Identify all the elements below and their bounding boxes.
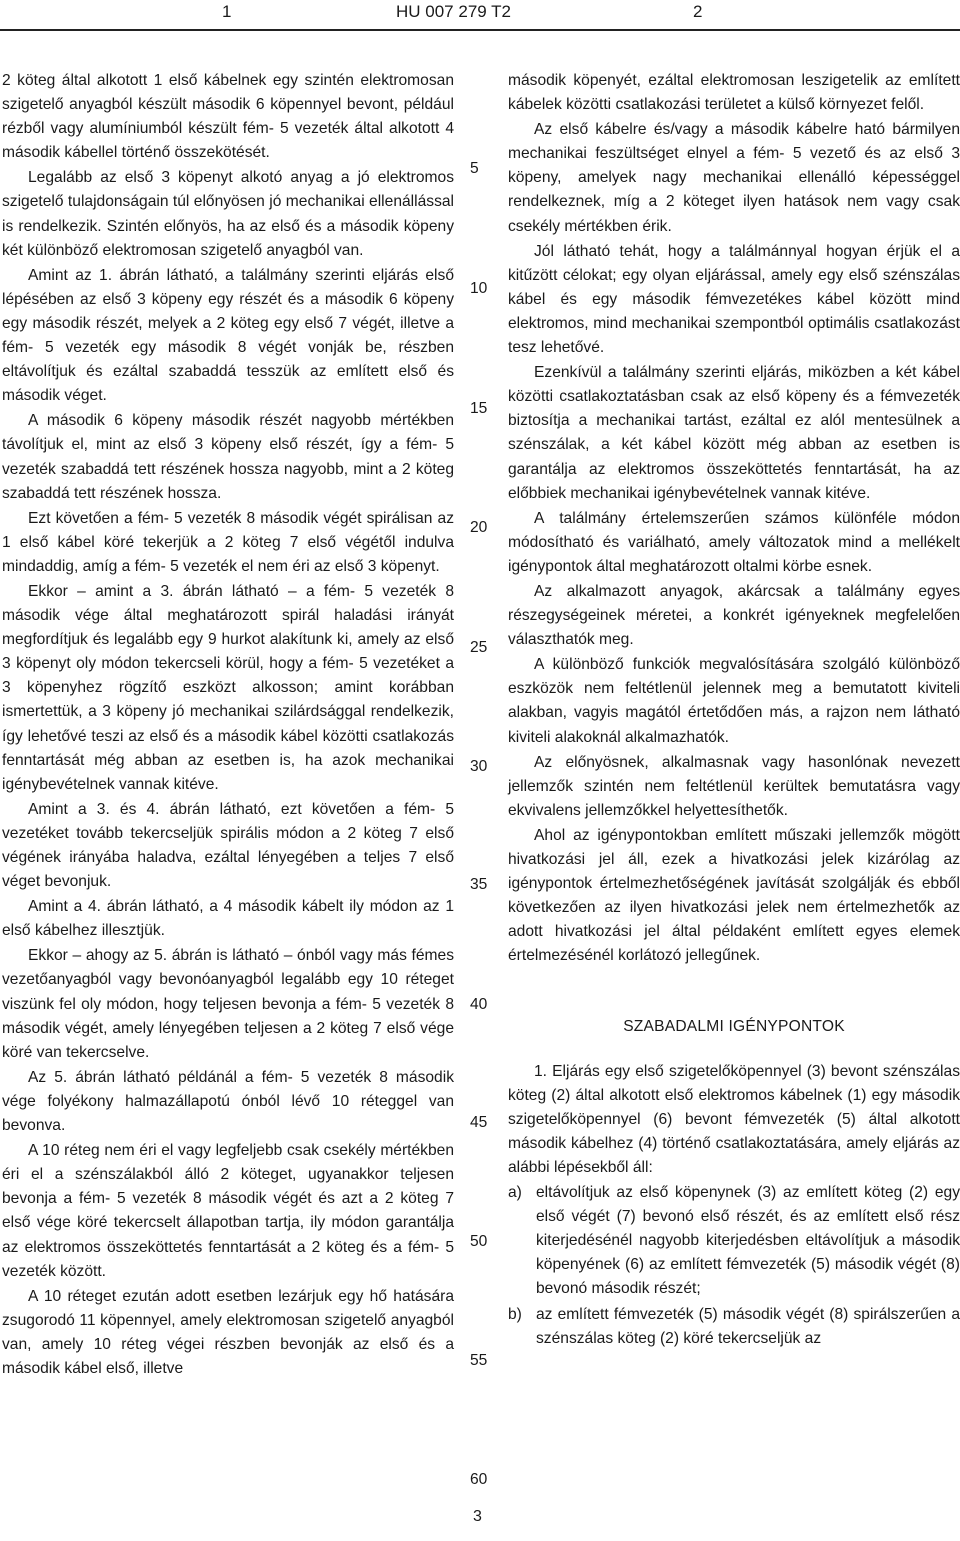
paragraph: Ekkor – ahogy az 5. ábrán is látható – ónból vagy más fémes vezetőanyagból vagy bevonóanyagból legalább egy 10 réteget viszünk fel oly módon, hogy teljesen bevonja a fém- 5 vezeték 8 második végét, amely lényegében teljesen a 2 köteg 7 első vége köré van tekercselve. <box>2 947 454 1061</box>
paragraph: Az 5. ábrán látható példánál a fém- 5 vezeték 8 második vége folyékony halmazállapotú ónból lévő 10 réteggel van bevonva. <box>2 1068 454 1135</box>
claims-heading: SZABADALMI IGÉNYPONTOK <box>623 1018 845 1036</box>
claim-step-text: eltávolítjuk az első köpenynek (3) az említett köteg (2) egy első végét (7) bevonó első részét, és az említett első rész kiterjedésénél nagyobb kiterjedésben eltávolítjuk a második köpenyének (6) az említett fémvezeték (5) második végét (8) bevonó második részét; <box>536 1184 960 1298</box>
line-number: 50 <box>470 1233 488 1250</box>
line-number: 35 <box>470 876 488 893</box>
line-number: 55 <box>470 1352 488 1369</box>
claim-step <box>508 1303 960 1351</box>
paragraph: Az előnyösnek, alkalmasnak vagy hasonlónak nevezett jellemzők szintén nem feltétlenül kerültek bemutatásra vagy ekvivalens jellemzőkkel helyettesíthetők. <box>508 753 960 819</box>
claim-step-text: az említett fémvezeték (5) második végét (8) spirálszerűen a szénszálas köteg (2) köré tekercseljük az <box>536 1305 960 1347</box>
claim-step-label: b) <box>508 1305 522 1323</box>
paragraph: A második 6 köpeny második részét nagyobb mértékben távolítjuk el, mint az első 3 köpeny első részét, így a fém- 5 vezeték szabaddá tett részének hossza nagyobb, mint a 2 köteg szabaddá tett részének hossza. <box>2 412 454 502</box>
paragraph: Ekkor – amint a 3. ábrán látható – a fém- 5 vezeték 8 második vége által meghatározott spirál haladási irányát megfordítjuk és legalább egy 9 hurkot alakítunk ki, amely az első 3 köpenyt oly módon tekercseli körül, hogy a fém- 5 vezetéket a 3 köpenyhez rögzítő eszközt alkosson; amint korábban ismertettük, a 3 köpeny jó mechanikai szilárdsággal rendelkezik, így lehetővé teszi az első és a második kábel közötti csatlakozás fenntartását még abban az esetben is, ha azok mechanikai igénybevételnek vannak kitéve. <box>2 582 454 793</box>
claim-step-label: a) <box>508 1184 522 1202</box>
line-number: 20 <box>470 519 488 536</box>
line-number: 5 <box>470 160 479 177</box>
paragraph: Az első kábelre és/vagy a második kábelre ható bármilyen mechanikai feszültséget elnyel a fém- 5 vezető és az első 3 köpeny, amelyek nagy mechanikai ellenálló képességgel rendelkeznek, míg a 2 köteget ilyen hatások nem vagy csak csekély mértékben érik. <box>508 121 960 235</box>
paragraph: A találmány értelemszerűen számos különféle módon módosítható és variálható, amely változatok mind a mellékelt igénypontok által meghatározott oltalmi körbe esnek. <box>508 509 960 575</box>
paragraph: Ahol az igénypontokban említett műszaki jellemzők mögött hivatkozási jel áll, ezek a hivatkozási jelek kizárólag az igénypontok értelmezhetőségének javítását szolgálják és ebből következően az ilyen hivatkozási jelek nem értelmezhetők az adott hivatkozási jel által példaként említett egyes elemek értelmezésénél korlátozó jellegűnek. <box>508 826 960 965</box>
paragraph: Ezenkívül a találmány szerinti eljárás, miközben a két kábel közötti csatlakoztatásban csak az első köpeny és a fémvezeték biztosítja a mechanikai tartást, ezáltal ez alól mentesülnek a szénszálak, a két kábel között még abban az esetben is garantálja az elektromos összeköttetés fenntartását, ha az előbbiek mechanikai igénybevételnek vannak kitéve. <box>508 364 960 502</box>
paragraph: 2 köteg által alkotott 1 első kábelnek egy szintén elektromosan szigetelő anyagból készült második 6 köpennyel bevont, például rézből vagy alumíniumból készült fém- 5 vezeték által alkotott 4 második kábellel történő összekötését. <box>2 72 454 162</box>
paragraph: Jól látható tehát, hogy a találmánnyal hogyan érjük el a kitűzött célokat; egy olyan eljárással, amely egy első szénszálas kábel és egy második fémvezetékes kábel között mind elektromos, mind mechanikai szempontból optimális csatlakozást tesz lehetővé. <box>508 242 960 357</box>
paragraph: Ezt követően a fém- 5 vezeték 8 második végét spirálisan az 1 első kábel köré tekerjük a 2 köteg 7 első végétől indulva mindaddig, amíg a fém- 5 vezeték el nem éri az első 3 köpenyt. <box>2 509 454 575</box>
paragraph: Amint az 1. ábrán látható, a találmány szerinti eljárás első lépésében az első 3 köpeny egy részét és a második 6 köpeny egy második részét, melyek a 2 köteg egy első 7 végét, illetve a fém- 5 vezeték egy második 8 végét vonják be, részben eltávolítjuk és ezáltal szabaddá tesszük az említett első és második véget. <box>2 266 454 405</box>
line-number: 60 <box>470 1471 488 1488</box>
paragraph: Amint a 4. ábrán látható, a 4 második kábelt ily módon az 1 első kábelhez illesztjük. <box>2 898 454 940</box>
left-column <box>2 69 454 1382</box>
page-number-left: 1 <box>222 2 232 21</box>
line-number: 45 <box>470 1114 488 1131</box>
claim-step <box>508 1181 960 1301</box>
line-number: 15 <box>470 400 488 417</box>
paragraph: Amint a 3. és 4. ábrán látható, ezt követően a fém- 5 vezetéket tovább tekercseljük spirális módon a 2 köteg 7 első végének irányába haladva, ezáltal lényegében a teljes 7 első véget bevonjuk. <box>2 800 454 891</box>
paragraph: Az alkalmazott anyagok, akárcsak a találmány egyes részegységeinek méretei, a konkrét igényeknek megfelelően választhatók meg. <box>508 582 960 649</box>
patent-number: HU 007 279 T2 <box>396 2 511 21</box>
paragraph: második köpenyét, ezáltal elektromosan leszigetelik az említett kábelek közötti csatlakozási területet a külső környezet felől. <box>508 72 960 114</box>
line-number: 10 <box>470 280 488 297</box>
right-column <box>508 69 960 1352</box>
line-number: 25 <box>470 639 488 656</box>
paragraph: A 10 réteget ezután adott esetben lezárjuk egy hő hatására zsugorodó 11 köpennyel, amely elektromosan szigetelő anyagból van, amely 10 réteg végei részben bevonják az első és a második kábel első, illetve <box>2 1287 454 1377</box>
line-number: 30 <box>470 758 488 775</box>
paragraph: A különböző funkciók megvalósítására szolgáló különböző eszközök nem feltétlenül jelennek meg a bemutatott kiviteli alakban, vagyis magától értetődően más, a rajzon nem látható kiviteli alakoknál alkalmazhatók. <box>508 656 960 746</box>
paragraph: A 10 réteg nem éri el vagy legfeljebb csak csekély mértékben éri el a szénszálakból álló 2 köteget, ugyanakkor teljesen bevonja a fém- 5 vezeték 8 második végét és azt a 2 köteg 7 első vége köré tekercselt állapotban tartja, ily módon garantálja az elektromos összeköttetés fenntartását a 2 köteg és a fém- 5 vezeték között. <box>2 1142 454 1280</box>
line-number: 40 <box>470 996 488 1013</box>
claim-1-intro: 1. Eljárás egy első szigetelőköpennyel (3) bevont szénszálas köteg (2) által alkotott első elektromos kábelnek (1) egy második szigetelőköpennyel (6) bevont fémvezeték (5) által alkotott második kábelhez (4) történő csatlakoztatására, amely eljárás az alábbi lépésekből áll: <box>508 1062 960 1176</box>
paragraph: Legalább az első 3 köpenyt alkotó anyag a jó elektromos szigetelő tulajdonságain túl előnyösen jó mechanikai ellenállással is rendelkezik. Szintén előnyös, ha az első és a második köpeny két különböző elektromosan szigetelő anyagból van. <box>2 169 454 259</box>
header-rule <box>0 29 960 31</box>
page-footer-number: 3 <box>473 1508 482 1525</box>
page-number-right: 2 <box>693 2 703 21</box>
